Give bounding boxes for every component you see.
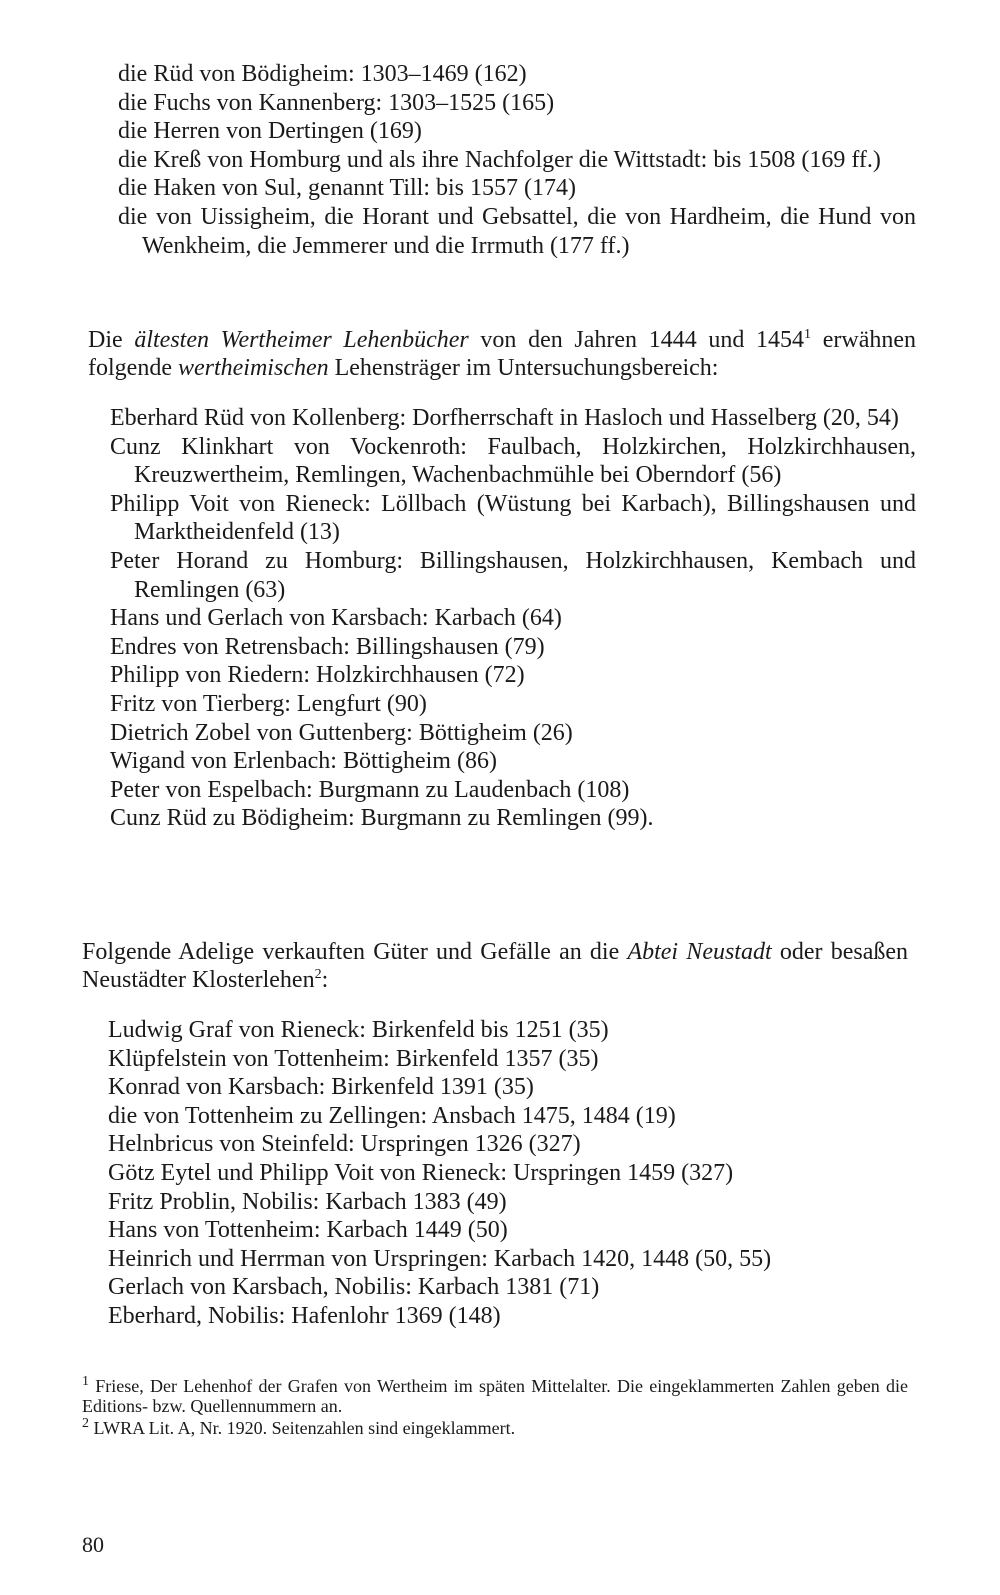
italic-text: ältesten Wertheimer Lehenbücher	[134, 327, 469, 353]
list-item: die Herren von Dertingen (169)	[118, 118, 422, 145]
list-item: Cunz Rüd zu Bödigheim: Burgmann zu Remlingen (99).	[110, 805, 654, 832]
list-item: Klüpfelstein von Tottenheim: Birkenfeld 1357 (35)	[108, 1045, 599, 1072]
list-item: Helnbricus von Steinfeld: Urspringen 1326 (327)	[108, 1131, 581, 1158]
footnote-mark: 2	[82, 1416, 89, 1431]
page-number: 80	[82, 1532, 104, 1557]
list-item: Konrad von Karsbach: Birkenfeld 1391 (35)	[108, 1074, 534, 1101]
list-item: Eberhard, Nobilis: Hafenlohr 1369 (148)	[108, 1302, 501, 1329]
noble-families-list	[118, 60, 916, 260]
list-item: die Kreß von Homburg und als ihre Nachfolger die Wittstadt: bis 1508 (169 ff.)	[118, 146, 881, 173]
list-item: Gerlach von Karsbach, Nobilis: Karbach 1381 (71)	[108, 1274, 600, 1301]
list-item: Götz Eytel und Philipp Voit von Rieneck: Urspringen 1459 (327)	[108, 1159, 734, 1186]
list-item: Peter von Espelbach: Burgmann zu Laudenbach (108)	[110, 776, 630, 803]
list-item: Ludwig Graf von Rieneck: Birkenfeld bis 1251 (35)	[108, 1017, 609, 1043]
footnote-1	[82, 1376, 908, 1416]
wertheim-vassals-list	[110, 404, 916, 833]
list-item: Dietrich Zobel von Guttenberg: Böttigheim (26)	[110, 719, 573, 746]
list-item: Philipp von Riedern: Holzkirchhausen (72)	[110, 662, 525, 689]
list-item: die Haken von Sul, genannt Till: bis 1557 (174)	[118, 175, 576, 202]
list-item: Wigand von Erlenbach: Böttigheim (86)	[110, 748, 497, 775]
list-item: Philipp Voit von Rieneck: Löllbach (Wüstung bei Karbach), Billingshausen und Marktheidenfeld (13)	[110, 490, 916, 546]
list-item: Peter Horand zu Homburg: Billingshausen, Holzkirchhausen, Kembach und Remlingen (63)	[110, 547, 916, 603]
text-run: :	[321, 967, 329, 993]
list-item: die von Uissigheim, die Horant und Gebsattel, die von Hardheim, die Hund von Wenkheim, die Jemmerer und die Irrmuth (177 ff.)	[118, 203, 916, 259]
footnote-text: LWRA Lit. A, Nr. 1920. Seitenzahlen sind eingeklammert.	[93, 1418, 516, 1438]
paragraph-lehenbuecher	[88, 326, 916, 382]
list-item: Eberhard Rüd von Kollenberg: Dorfherrschaft in Hasloch und Hasselberg (20, 54)	[110, 405, 899, 431]
list-item: Cunz Klinkhart von Vockenroth: Faulbach, Holzkirchen, Holzkirchhausen, Kreuzwertheim, Remlingen, Wachenbachmühle bei Oberndorf (56)	[110, 433, 916, 489]
list-item: die Fuchs von Kannenberg: 1303–1525 (165)	[118, 89, 555, 116]
list-item: Endres von Retrensbach: Billingshausen (79)	[110, 633, 545, 660]
list-item: Hans von Tottenheim: Karbach 1449 (50)	[108, 1217, 508, 1244]
list-item: Hans und Gerlach von Karsbach: Karbach (64)	[110, 605, 562, 632]
text-run: von den Jahren 1444 und 1454	[468, 327, 805, 353]
italic-text: wertheimischen	[177, 355, 329, 381]
paragraph-abtei-neustadt	[82, 938, 908, 994]
text-run: Folgende Adelige verkauften Güter und Gefälle an die	[82, 939, 628, 965]
footnote-mark: 1	[82, 1374, 89, 1389]
list-item: die von Tottenheim zu Zellingen: Ansbach 1475, 1484 (19)	[108, 1102, 676, 1129]
text-run: Die	[88, 327, 135, 353]
footnote-ref-1: 1	[804, 327, 812, 342]
list-item: Heinrich und Herrman von Urspringen: Karbach 1420, 1448 (50, 55)	[108, 1245, 772, 1272]
text-run: erwähnen folgende	[88, 327, 916, 381]
text-run: Lehensträger im Untersuchungsbereich:	[328, 355, 719, 381]
footnote-2	[82, 1418, 908, 1438]
footnote-text: Friese, Der Lehenhof der Grafen von Wertheim im späten Mittelalter. Die eingeklammerten Zahlen geben die Editions- bzw. Quellennummern an.	[82, 1376, 909, 1416]
list-item: Fritz Problin, Nobilis: Karbach 1383 (49)	[108, 1188, 507, 1215]
neustadt-nobles-list	[108, 1016, 908, 1331]
italic-text: Abtei Neustadt	[627, 939, 772, 965]
list-item: Fritz von Tierberg: Lengfurt (90)	[110, 690, 427, 717]
list-item: die Rüd von Bödigheim: 1303–1469 (162)	[118, 61, 527, 87]
text-run: oder besaßen Neustädter Klosterlehen	[82, 939, 909, 993]
footnote-ref-2: 2	[314, 967, 322, 982]
